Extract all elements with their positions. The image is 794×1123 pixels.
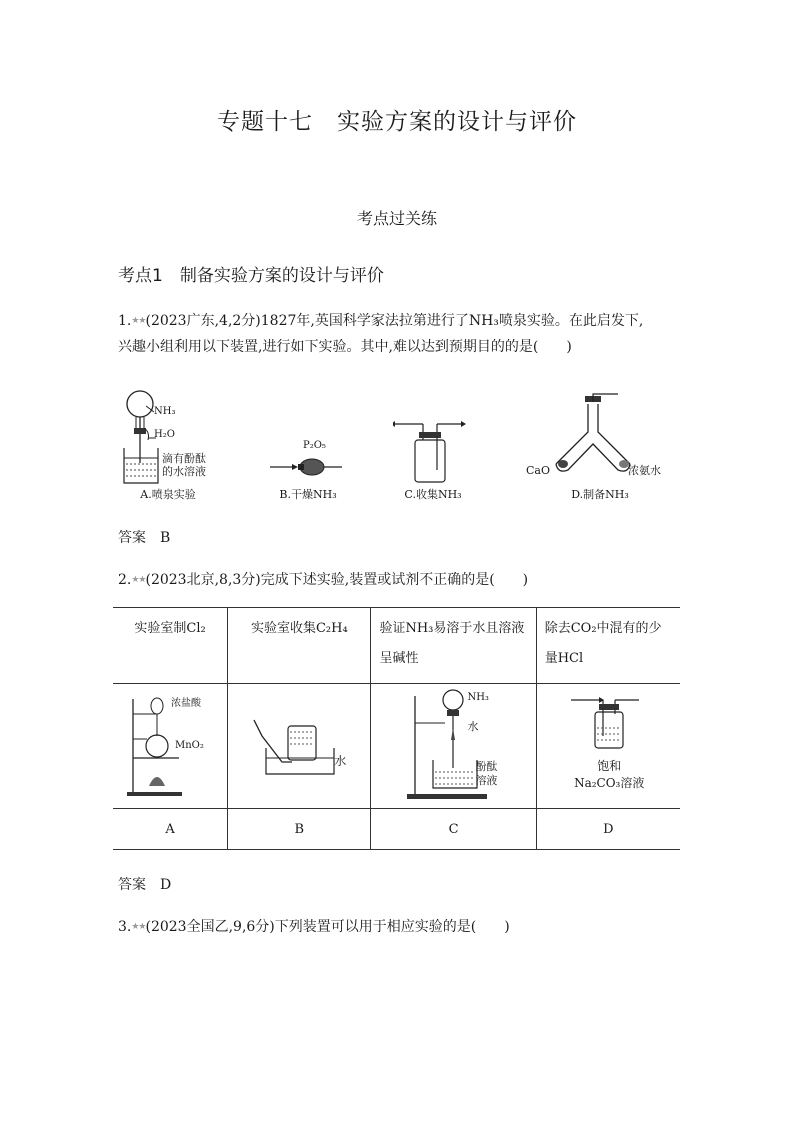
liquid-label: 水 [467, 720, 479, 733]
reagent-label: P₂O₅ [303, 440, 326, 451]
question-text-line: (2023广东,4,2分)1827年,英国科学家法拉第进行了NH₃喷泉实验。在此启发下, [145, 313, 644, 329]
gas-label: NH₃ [467, 692, 489, 703]
question-text: (2023全国乙,9,6分)下列装置可以用于相应实验的是( ) [145, 919, 510, 935]
drying-tube-figure [268, 452, 348, 482]
gas-washing-bottle-figure [569, 690, 649, 752]
gas-label: NH₃ [154, 406, 176, 417]
solution-label: 饱和 Na₂CO₃溶液 [574, 759, 645, 790]
answer-1: 答案 B [118, 530, 171, 546]
table-cell: C [371, 809, 536, 850]
topic-heading: 考点1 制备实验方案的设计与评价 [118, 266, 384, 286]
figure-caption-b: B.干燥NH₃ [279, 488, 337, 501]
liquid-label: H₂O [154, 429, 175, 440]
table-label-row [113, 809, 680, 850]
table-cell [113, 684, 228, 809]
question-text-line: 兴趣小组利用以下装置,进行如下实验。其中,难以达到预期目的的是( ) [118, 339, 572, 355]
question-1 [118, 308, 688, 360]
table-cell: 除去CO₂中混有的少量HCl [536, 608, 680, 684]
q1-figures [118, 388, 678, 503]
question-2 [118, 567, 688, 593]
solid-reagent-label: CaO [526, 464, 550, 477]
options-table [113, 607, 680, 850]
section-subtitle: 考点过关练 [356, 209, 437, 228]
table-cell [371, 684, 536, 809]
question-number: 1. [118, 313, 132, 329]
page-title: 专题十七 实验方案的设计与评价 [217, 109, 577, 135]
table-header-row [113, 608, 680, 684]
table-cell: 验证NH₃易溶于水且溶液呈碱性 [371, 608, 536, 684]
reagent-label: MnO₂ [175, 740, 204, 751]
solution-label: 酚酞 溶液 [475, 760, 498, 787]
gas-collection-bottle-figure [393, 410, 468, 485]
difficulty-stars-icon: ★★ [131, 575, 146, 585]
solution-label: 滴有酚酞 的水溶液 [162, 452, 206, 478]
answer-2: 答案 D [118, 877, 172, 893]
table-figure-row [113, 684, 680, 809]
table-cell: 实验室制Cl₂ [113, 608, 228, 684]
liquid-reagent-label: 浓氨水 [628, 464, 661, 477]
table-cell: D [536, 809, 680, 850]
reagent-label: 浓盐酸 [171, 698, 201, 709]
liquid-label: 水 [334, 754, 347, 768]
table-cell: A [113, 809, 228, 850]
question-3 [118, 914, 688, 940]
figure-caption-c: C.收集NH₃ [404, 488, 462, 501]
question-number: 2. [118, 572, 132, 588]
difficulty-stars-icon: ★★ [131, 316, 146, 326]
difficulty-stars-icon: ★★ [131, 922, 146, 932]
water-collection-figure [252, 718, 342, 778]
question-number: 3. [118, 919, 132, 935]
question-text: (2023北京,8,3分)完成下述实验,装置或试剂不正确的是( ) [145, 572, 529, 588]
table-cell [536, 684, 680, 809]
figure-caption-d: D.制备NH₃ [571, 488, 629, 501]
figure-caption-a: A.喷泉实验 [140, 488, 196, 501]
table-cell: 实验室收集C₂H₄ [228, 608, 371, 684]
table-cell [228, 684, 371, 809]
table-cell: B [228, 809, 371, 850]
